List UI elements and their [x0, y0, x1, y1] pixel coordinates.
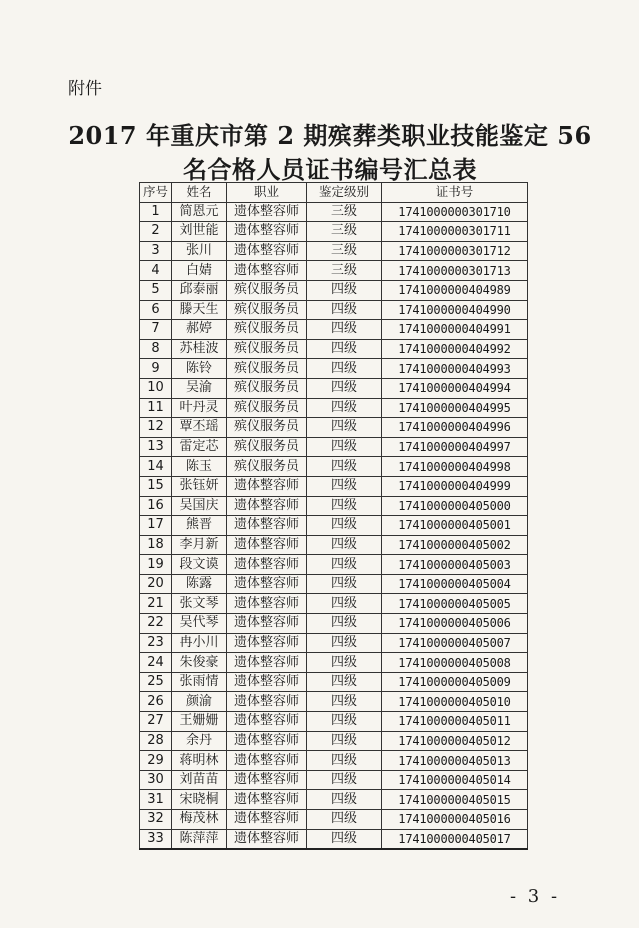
cell-name: 吴国庆 — [172, 496, 227, 516]
cell-serial: 1 — [140, 202, 172, 222]
attachment-label: 附件 — [68, 79, 102, 99]
header-occupation: 职业 — [227, 183, 307, 203]
cell-certificate: 1741000000404997 — [382, 437, 528, 457]
cell-name: 吴渝 — [172, 378, 227, 398]
cell-level: 四级 — [307, 712, 382, 732]
cell-occupation: 遗体整容师 — [227, 261, 307, 281]
header-certificate: 证书号 — [382, 183, 528, 203]
cell-serial: 22 — [140, 614, 172, 634]
cell-level: 四级 — [307, 496, 382, 516]
cell-occupation: 遗体整容师 — [227, 594, 307, 614]
cell-occupation: 殡仪服务员 — [227, 280, 307, 300]
cell-level: 四级 — [307, 810, 382, 830]
cell-level: 四级 — [307, 555, 382, 575]
cell-occupation: 遗体整容师 — [227, 672, 307, 692]
document-title-line-1: 2017 年重庆市第 2 期殡葬类职业技能鉴定 56 — [68, 121, 592, 150]
page-number: - 3 - — [510, 886, 561, 907]
cell-occupation: 遗体整容师 — [227, 574, 307, 594]
cell-certificate: 1741000000405002 — [382, 535, 528, 555]
table-row — [140, 496, 528, 516]
cell-level: 四级 — [307, 672, 382, 692]
table-row — [140, 614, 528, 634]
cell-occupation: 殡仪服务员 — [227, 418, 307, 438]
cell-certificate: 1741000000405012 — [382, 731, 528, 751]
cell-serial: 27 — [140, 712, 172, 732]
table-row — [140, 320, 528, 340]
cell-level: 四级 — [307, 339, 382, 359]
cell-occupation: 遗体整容师 — [227, 222, 307, 242]
cell-name: 熊晋 — [172, 516, 227, 536]
cell-certificate: 1741000000405009 — [382, 672, 528, 692]
cell-name: 宋晓桐 — [172, 790, 227, 810]
table-row — [140, 280, 528, 300]
cell-name: 雷定芯 — [172, 437, 227, 457]
table-row — [140, 437, 528, 457]
cell-serial: 19 — [140, 555, 172, 575]
cell-occupation: 遗体整容师 — [227, 555, 307, 575]
cell-certificate: 1741000000405007 — [382, 633, 528, 653]
cell-level: 四级 — [307, 418, 382, 438]
cell-occupation: 遗体整容师 — [227, 770, 307, 790]
cell-certificate: 1741000000405015 — [382, 790, 528, 810]
cell-level: 四级 — [307, 535, 382, 555]
cell-certificate: 1741000000405000 — [382, 496, 528, 516]
table-row — [140, 751, 528, 771]
cell-level: 四级 — [307, 516, 382, 536]
table-row — [140, 418, 528, 438]
cell-name: 陈萍萍 — [172, 829, 227, 849]
table-row — [140, 731, 528, 751]
cell-certificate: 1741000000405001 — [382, 516, 528, 536]
cell-name: 刘苗苗 — [172, 770, 227, 790]
cell-level: 四级 — [307, 378, 382, 398]
cell-level: 四级 — [307, 320, 382, 340]
cell-occupation: 殡仪服务员 — [227, 300, 307, 320]
cell-serial: 4 — [140, 261, 172, 281]
cell-name: 颜渝 — [172, 692, 227, 712]
cell-occupation: 遗体整容师 — [227, 712, 307, 732]
cell-level: 三级 — [307, 202, 382, 222]
cell-level: 四级 — [307, 457, 382, 477]
cell-certificate: 1741000000405003 — [382, 555, 528, 575]
table-body — [140, 202, 528, 849]
cell-name: 郝婷 — [172, 320, 227, 340]
cell-level: 四级 — [307, 770, 382, 790]
table-row — [140, 359, 528, 379]
cell-serial: 5 — [140, 280, 172, 300]
table-row — [140, 810, 528, 830]
table-row — [140, 300, 528, 320]
cell-level: 四级 — [307, 476, 382, 496]
cell-serial: 11 — [140, 398, 172, 418]
cell-level: 四级 — [307, 437, 382, 457]
document-title-line-2: 名合格人员证书编号汇总表 — [183, 155, 477, 184]
cell-certificate: 1741000000404993 — [382, 359, 528, 379]
cell-serial: 28 — [140, 731, 172, 751]
header-name: 姓名 — [172, 183, 227, 203]
cell-level: 四级 — [307, 398, 382, 418]
cell-level: 四级 — [307, 633, 382, 653]
cell-name: 冉小川 — [172, 633, 227, 653]
cell-certificate: 1741000000404992 — [382, 339, 528, 359]
table-row — [140, 829, 528, 849]
cell-serial: 7 — [140, 320, 172, 340]
cell-certificate: 1741000000301711 — [382, 222, 528, 242]
table-row — [140, 692, 528, 712]
table-row — [140, 633, 528, 653]
cell-occupation: 遗体整容师 — [227, 241, 307, 261]
cell-level: 三级 — [307, 222, 382, 242]
table-row — [140, 398, 528, 418]
cell-serial: 2 — [140, 222, 172, 242]
cell-name: 覃丕瑶 — [172, 418, 227, 438]
cell-serial: 31 — [140, 790, 172, 810]
cell-certificate: 1741000000404994 — [382, 378, 528, 398]
table-row — [140, 222, 528, 242]
cell-level: 四级 — [307, 692, 382, 712]
cell-name: 简恩元 — [172, 202, 227, 222]
cell-name: 陈铃 — [172, 359, 227, 379]
cell-occupation: 遗体整容师 — [227, 476, 307, 496]
cell-level: 四级 — [307, 751, 382, 771]
table-row — [140, 476, 528, 496]
cell-serial: 16 — [140, 496, 172, 516]
cell-serial: 17 — [140, 516, 172, 536]
table-row — [140, 672, 528, 692]
cell-occupation: 遗体整容师 — [227, 790, 307, 810]
cell-serial: 12 — [140, 418, 172, 438]
cell-serial: 20 — [140, 574, 172, 594]
cell-occupation: 殡仪服务员 — [227, 320, 307, 340]
cell-serial: 15 — [140, 476, 172, 496]
cell-level: 四级 — [307, 731, 382, 751]
cell-serial: 23 — [140, 633, 172, 653]
cell-level: 三级 — [307, 261, 382, 281]
cell-certificate: 1741000000405013 — [382, 751, 528, 771]
cell-level: 三级 — [307, 241, 382, 261]
cell-serial: 30 — [140, 770, 172, 790]
cell-level: 四级 — [307, 359, 382, 379]
cell-name: 段文谟 — [172, 555, 227, 575]
cell-certificate: 1741000000404999 — [382, 476, 528, 496]
cell-occupation: 殡仪服务员 — [227, 457, 307, 477]
cell-level: 四级 — [307, 280, 382, 300]
cell-name: 滕天生 — [172, 300, 227, 320]
cell-serial: 29 — [140, 751, 172, 771]
cell-occupation: 遗体整容师 — [227, 731, 307, 751]
cell-name: 邱泰丽 — [172, 280, 227, 300]
cell-occupation: 殡仪服务员 — [227, 378, 307, 398]
cell-level: 四级 — [307, 574, 382, 594]
cell-occupation: 遗体整容师 — [227, 496, 307, 516]
table-row — [140, 261, 528, 281]
cell-occupation: 遗体整容师 — [227, 692, 307, 712]
cell-certificate: 1741000000404989 — [382, 280, 528, 300]
cell-level: 四级 — [307, 594, 382, 614]
cell-name: 张文琴 — [172, 594, 227, 614]
cell-serial: 8 — [140, 339, 172, 359]
table-row — [140, 378, 528, 398]
cell-certificate: 1741000000405014 — [382, 770, 528, 790]
table-row — [140, 202, 528, 222]
cell-name: 张钰妍 — [172, 476, 227, 496]
cell-serial: 33 — [140, 829, 172, 849]
cell-name: 李月新 — [172, 535, 227, 555]
cell-serial: 25 — [140, 672, 172, 692]
cell-certificate: 1741000000404990 — [382, 300, 528, 320]
cell-certificate: 1741000000404991 — [382, 320, 528, 340]
cell-occupation: 遗体整容师 — [227, 653, 307, 673]
cell-occupation: 遗体整容师 — [227, 614, 307, 634]
table-row — [140, 712, 528, 732]
cell-occupation: 遗体整容师 — [227, 535, 307, 555]
cell-name: 张雨情 — [172, 672, 227, 692]
cell-name: 陈露 — [172, 574, 227, 594]
table-row — [140, 457, 528, 477]
header-serial: 序号 — [140, 183, 172, 203]
cell-serial: 6 — [140, 300, 172, 320]
cell-certificate: 1741000000405008 — [382, 653, 528, 673]
cell-occupation: 殡仪服务员 — [227, 437, 307, 457]
cell-name: 陈玉 — [172, 457, 227, 477]
cell-occupation: 遗体整容师 — [227, 202, 307, 222]
cell-certificate: 1741000000405005 — [382, 594, 528, 614]
cell-level: 四级 — [307, 614, 382, 634]
table-row — [140, 653, 528, 673]
cell-name: 白婧 — [172, 261, 227, 281]
cell-name: 吴代琴 — [172, 614, 227, 634]
table-row — [140, 770, 528, 790]
cell-serial: 32 — [140, 810, 172, 830]
cell-certificate: 1741000000405006 — [382, 614, 528, 634]
cell-certificate: 1741000000405010 — [382, 692, 528, 712]
cell-occupation: 遗体整容师 — [227, 829, 307, 849]
cell-serial: 14 — [140, 457, 172, 477]
cell-serial: 18 — [140, 535, 172, 555]
cell-name: 朱俊豪 — [172, 653, 227, 673]
table-header-row — [140, 183, 528, 203]
cell-level: 四级 — [307, 300, 382, 320]
cell-occupation: 遗体整容师 — [227, 633, 307, 653]
cell-certificate: 1741000000405004 — [382, 574, 528, 594]
cell-certificate: 1741000000405016 — [382, 810, 528, 830]
table-row — [140, 535, 528, 555]
cell-certificate: 1741000000301712 — [382, 241, 528, 261]
cell-name: 张川 — [172, 241, 227, 261]
cell-level: 四级 — [307, 653, 382, 673]
cell-level: 四级 — [307, 790, 382, 810]
cell-occupation: 遗体整容师 — [227, 751, 307, 771]
cell-serial: 26 — [140, 692, 172, 712]
cell-certificate: 1741000000301710 — [382, 202, 528, 222]
cell-certificate: 1741000000405011 — [382, 712, 528, 732]
cell-name: 蒋明林 — [172, 751, 227, 771]
table-row — [140, 241, 528, 261]
table-row — [140, 594, 528, 614]
cell-occupation: 遗体整容师 — [227, 516, 307, 536]
cell-occupation: 遗体整容师 — [227, 810, 307, 830]
table-row — [140, 574, 528, 594]
table-row — [140, 790, 528, 810]
cell-name: 刘世能 — [172, 222, 227, 242]
cell-name: 余丹 — [172, 731, 227, 751]
cell-occupation: 殡仪服务员 — [227, 398, 307, 418]
certificate-table — [139, 182, 528, 850]
table-row — [140, 516, 528, 536]
cell-serial: 3 — [140, 241, 172, 261]
cell-serial: 21 — [140, 594, 172, 614]
cell-certificate: 1741000000405017 — [382, 829, 528, 849]
cell-certificate: 1741000000404998 — [382, 457, 528, 477]
header-level: 鉴定级别 — [307, 183, 382, 203]
table-row — [140, 555, 528, 575]
cell-occupation: 殡仪服务员 — [227, 359, 307, 379]
cell-occupation: 殡仪服务员 — [227, 339, 307, 359]
cell-name: 苏桂波 — [172, 339, 227, 359]
cell-serial: 9 — [140, 359, 172, 379]
cell-name: 王姗姗 — [172, 712, 227, 732]
cell-name: 叶丹灵 — [172, 398, 227, 418]
cell-serial: 24 — [140, 653, 172, 673]
cell-certificate: 1741000000301713 — [382, 261, 528, 281]
cell-certificate: 1741000000404995 — [382, 398, 528, 418]
cell-name: 梅茂林 — [172, 810, 227, 830]
cell-serial: 13 — [140, 437, 172, 457]
cell-serial: 10 — [140, 378, 172, 398]
table-row — [140, 339, 528, 359]
cell-certificate: 1741000000404996 — [382, 418, 528, 438]
cell-level: 四级 — [307, 829, 382, 849]
